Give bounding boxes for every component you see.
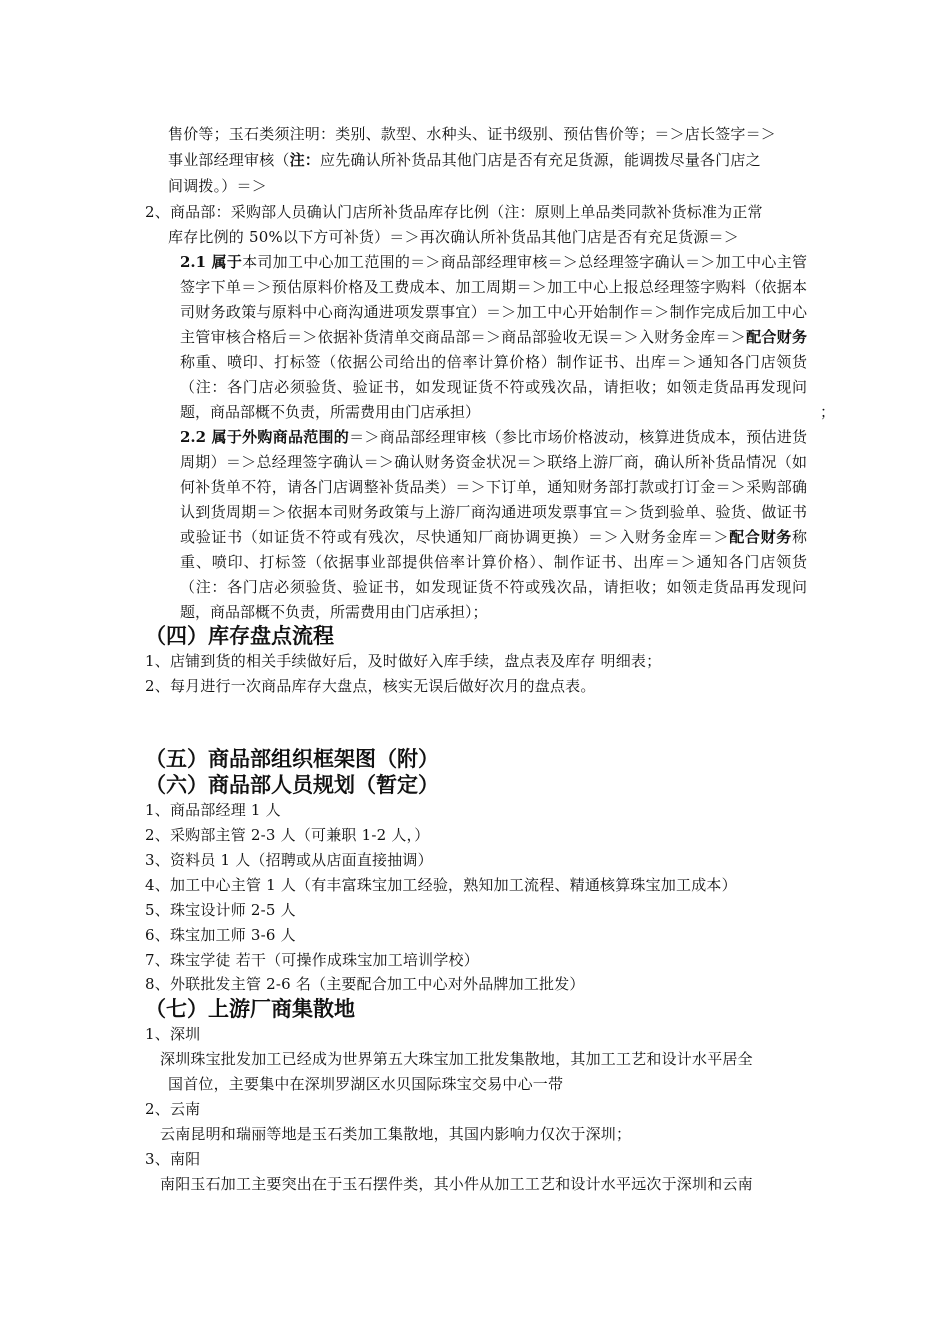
text-run: 称重、喷印、打标签（依据公司给出的倍率计算价格）制作证书、出库＝＞通知各门店领货（注：各门店必须验货、验证书，如发现证货不符或残次品，请拒收；如领走货品再发现问题，商品部概不负责，所需费用由门店承担） xyxy=(180,353,807,421)
region-text: 南阳玉石加工主要突出在于玉石摆件类，其小件从加工工艺和设计水平远次于深圳和云南 xyxy=(160,1175,753,1193)
subsection-2-2 xyxy=(180,425,807,625)
bold-phrase: 配合财务 xyxy=(728,528,792,546)
region-text: 深圳珠宝批发加工已经成为世界第五大珠宝加工批发集散地，其加工工艺和设计水平居全 xyxy=(160,1050,753,1068)
semicolon: ； xyxy=(820,403,836,421)
section-4-item: 2、每月进行一次商品库存大盘点，核实无误后做好次月的盘点表。 xyxy=(145,677,596,695)
text-run: ＝＞商品部经理审核（参比市场价格波动，核算进货成本，预估进货周期）＝＞总经理签字确认＝＞确认财务资金状况＝＞联络上游厂商，确认所补货品情况（如何补货单不符，请各门店调整补货品类）＝＞下订单，通知财务部打款或打订金＝＞采购部确认到货周期＝＞依据本司财务政策与上游厂商沟通进项发票事宜＝＞货到验单、验货、做证书或验证书（如证货不符或有残次，尽快通知厂商协调更换）＝＞入财务金库＝＞ xyxy=(180,428,807,546)
item2-line-2: 库存比例的 50%以下方可补货）＝＞再次确认所补货品其他门店是否有充足货源＝＞ xyxy=(168,228,739,246)
section-5-heading: （五）商品部组织框架图（附） xyxy=(145,747,439,771)
section-4-item: 1、店铺到货的相关手续做好后，及时做好入库手续，盘点表及库存 明细表； xyxy=(145,652,662,670)
text-run: 本司加工中心加工范围的＝＞商品部经理审核＝＞总经理签字确认＝＞加工中心主管签字下单＝＞预估原料价格及工费成本、加工周期＝＞加工中心上报总经理签字购料（依据本司财务政策与原料中心商沟通进项发票事宜）＝＞加工中心开始制作＝＞制作完成后加工中心主管审核合格后＝＞依据补货清单交商品部＝＞商品部验收无误＝＞入财务金库＝＞ xyxy=(180,253,807,346)
section-4-heading: （四）库存盘点流程 xyxy=(145,624,334,648)
region-text: 云南昆明和瑞丽等地是玉石类加工集散地，其国内影响力仅次于深圳； xyxy=(160,1125,632,1143)
staff-item: 5、珠宝设计师 2-5 人 xyxy=(145,901,296,919)
staff-item: 6、珠宝加工师 3-6 人 xyxy=(145,926,296,944)
text-run: 称重、喷印、打标签（依据事业部提供倍率计算价格）、制作证书、出库＝＞通知各门店领货（注：各门店必须验货、验证书，如发现证货不符或残次品，请拒收；如领走货品再发现问题，商品部概不负责，所需费用由门店承担）； xyxy=(180,528,807,621)
staff-item: 2、采购部主管 2-3 人（可兼职 1-2 人，） xyxy=(145,826,430,844)
region-text: 国首位，主要集中在深圳罗湖区水贝国际珠宝交易中心一带 xyxy=(168,1075,564,1093)
item2-line-1: 2、商品部：采购部人员确认门店所补货品库存比例（注：原则上单品类同款补货标准为正常 xyxy=(145,203,763,221)
subsection-2-1 xyxy=(180,250,807,425)
section-7-heading: （七）上游厂商集散地 xyxy=(145,997,355,1021)
staff-item: 8、外联批发主管 2-6 名（主要配合加工中心对外品牌加工批发） xyxy=(145,975,585,993)
bold-note-label: 注： xyxy=(289,151,321,169)
text-run: 事业部经理审核（ xyxy=(168,151,290,169)
text-run: 应先确认所补货品其他门店是否有充足货源，能调拨尽量各门店之 xyxy=(320,151,761,169)
staff-item: 7、珠宝学徒 若干（可操作成珠宝加工培训学校） xyxy=(145,951,479,969)
continuation-line-1: 售价等；玉石类须注明：类别、款型、水种头、证书级别、预估售价等；＝＞店长签字＝＞ xyxy=(168,125,777,143)
section-6-heading: （六）商品部人员规划（暂定） xyxy=(145,773,439,797)
staff-item: 1、商品部经理 1 人 xyxy=(145,801,281,819)
continuation-line-2 xyxy=(168,148,761,172)
subsection-lead: 2.2 属于外购商品范围的 xyxy=(180,428,350,446)
staff-item: 3、资料员 1 人（招聘或从店面直接抽调） xyxy=(145,851,433,869)
continuation-line-3: 间调拨。）＝＞ xyxy=(168,177,267,195)
subsection-lead: 2.1 属于 xyxy=(180,253,243,271)
bold-phrase: 配合财务 xyxy=(745,328,807,346)
region-heading-nanyang: 3、南阳 xyxy=(145,1150,201,1168)
region-heading-yunnan: 2、云南 xyxy=(145,1100,201,1118)
staff-item: 4、加工中心主管 1 人（有丰富珠宝加工经验，熟知加工流程、精通核算珠宝加工成本） xyxy=(145,876,737,894)
region-heading-shenzhen: 1、深圳 xyxy=(145,1025,201,1043)
